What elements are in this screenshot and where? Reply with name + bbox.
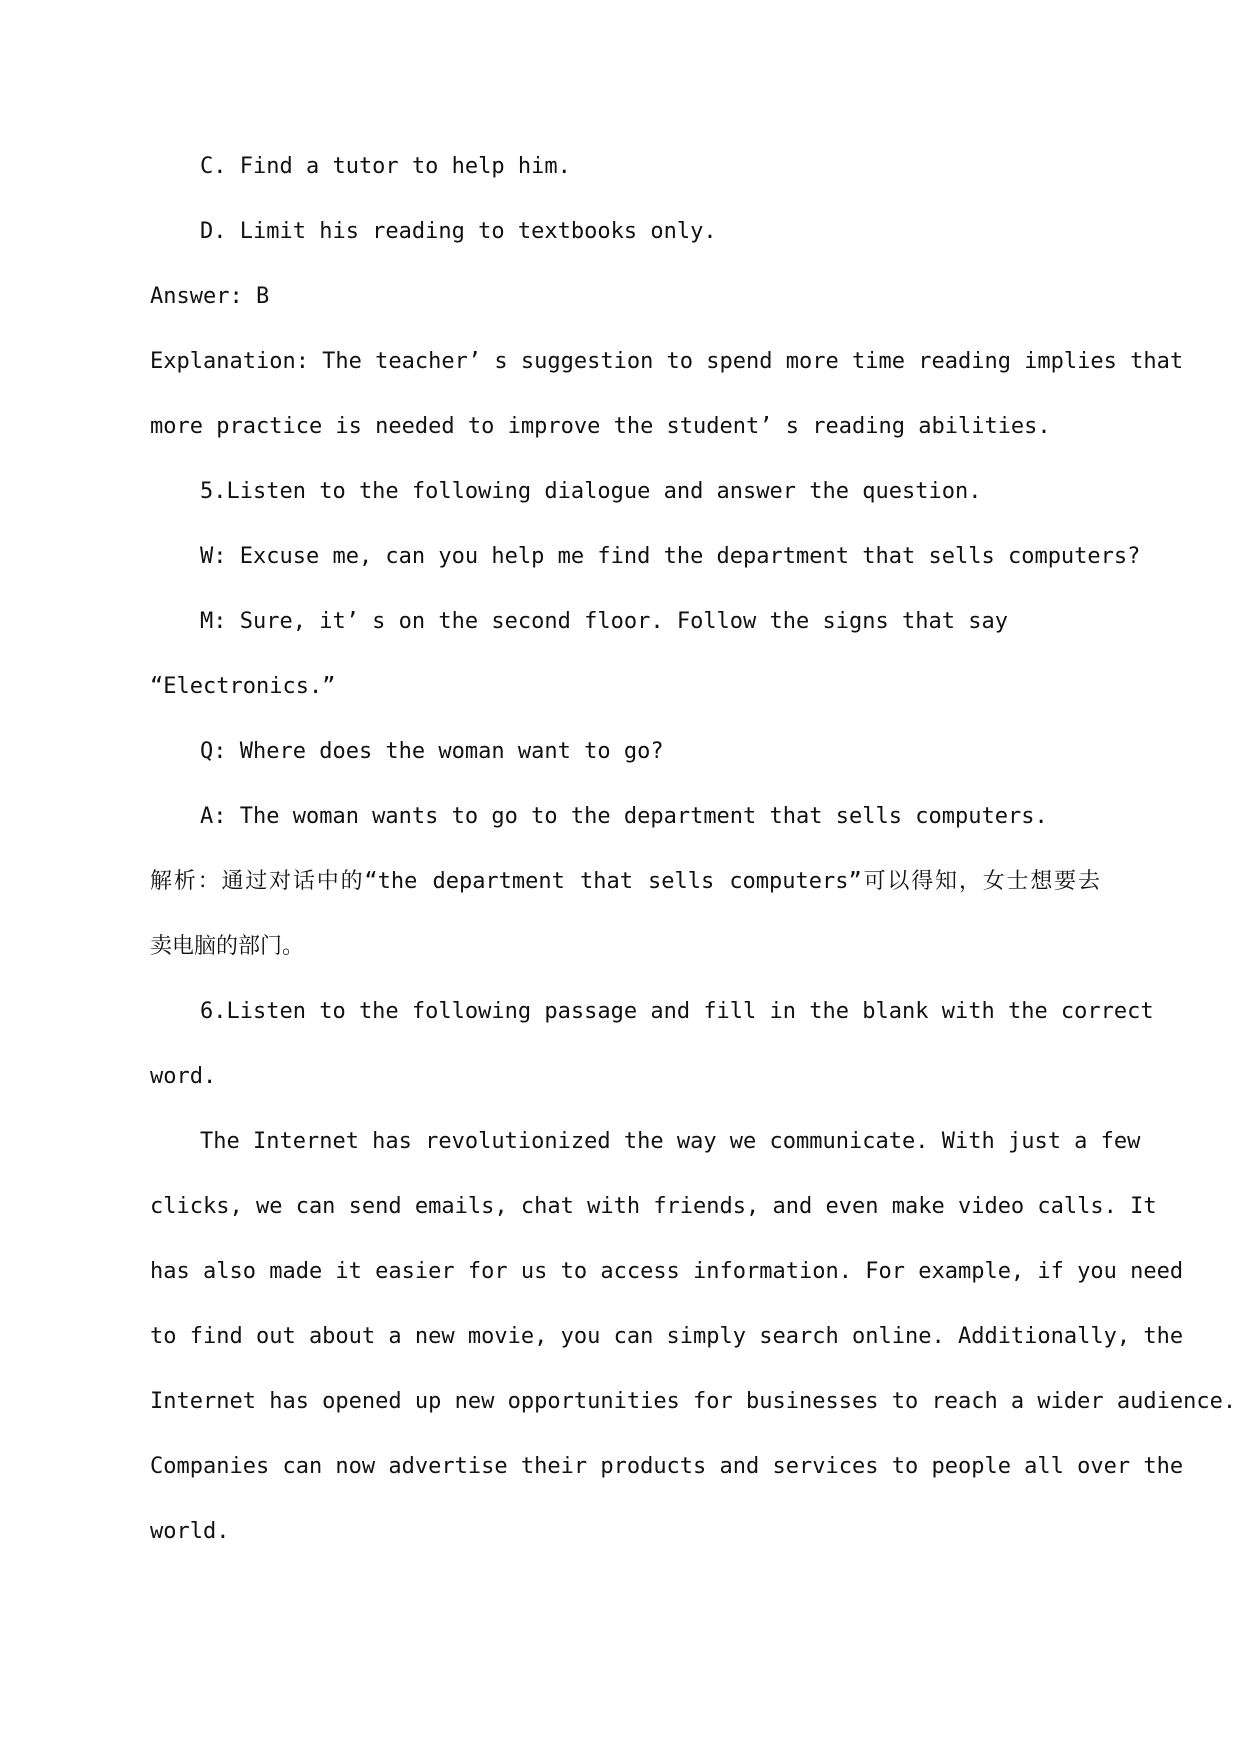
answer-a: A: The woman wants to go to the department that sells computers. xyxy=(200,804,1048,829)
dialogue-m-continued: “Electronics.” xyxy=(150,674,336,699)
passage-line-5: Internet has opened up new opportunities for businesses to reach a wider audience. xyxy=(150,1389,1237,1414)
question-q: Q: Where does the woman want to go? xyxy=(200,739,664,764)
answer-line: Answer: B xyxy=(150,284,270,309)
option-d: D. Limit his reading to textbooks only. xyxy=(200,219,717,244)
analysis-line-1: 解析：通过对话中的“the department that sells computers”可以得知，女士想要去 xyxy=(150,869,1100,894)
option-c: C. Find a tutor to help him. xyxy=(200,154,571,179)
passage-line-7: world. xyxy=(150,1519,230,1544)
question-6-prompt-continued: word. xyxy=(150,1064,217,1089)
passage-line-1: The Internet has revolutionized the way we communicate. With just a few xyxy=(200,1129,1141,1154)
passage-line-6: Companies can now advertise their products and services to people all over the xyxy=(150,1454,1184,1479)
question-5-prompt: 5.Listen to the following dialogue and answer the question. xyxy=(200,479,982,504)
dialogue-m: M: Sure, it’ s on the second floor. Follow the signs that say xyxy=(200,609,1008,634)
dialogue-w: W: Excuse me, can you help me find the department that sells computers? xyxy=(200,544,1141,569)
explanation-line-2: more practice is needed to improve the student’ s reading abilities. xyxy=(150,414,1051,439)
passage-line-4: to find out about a new movie, you can simply search online. Additionally, the xyxy=(150,1324,1184,1349)
passage-line-3: has also made it easier for us to access information. For example, if you need xyxy=(150,1259,1184,1284)
question-6-prompt: 6.Listen to the following passage and fill in the blank with the correct xyxy=(200,999,1154,1024)
explanation-line-1: Explanation: The teacher’ s suggestion to spend more time reading implies that xyxy=(150,349,1184,374)
passage-line-2: clicks, we can send emails, chat with friends, and even make video calls. It xyxy=(150,1194,1157,1219)
analysis-line-2: 卖电脑的部门。 xyxy=(150,934,305,959)
